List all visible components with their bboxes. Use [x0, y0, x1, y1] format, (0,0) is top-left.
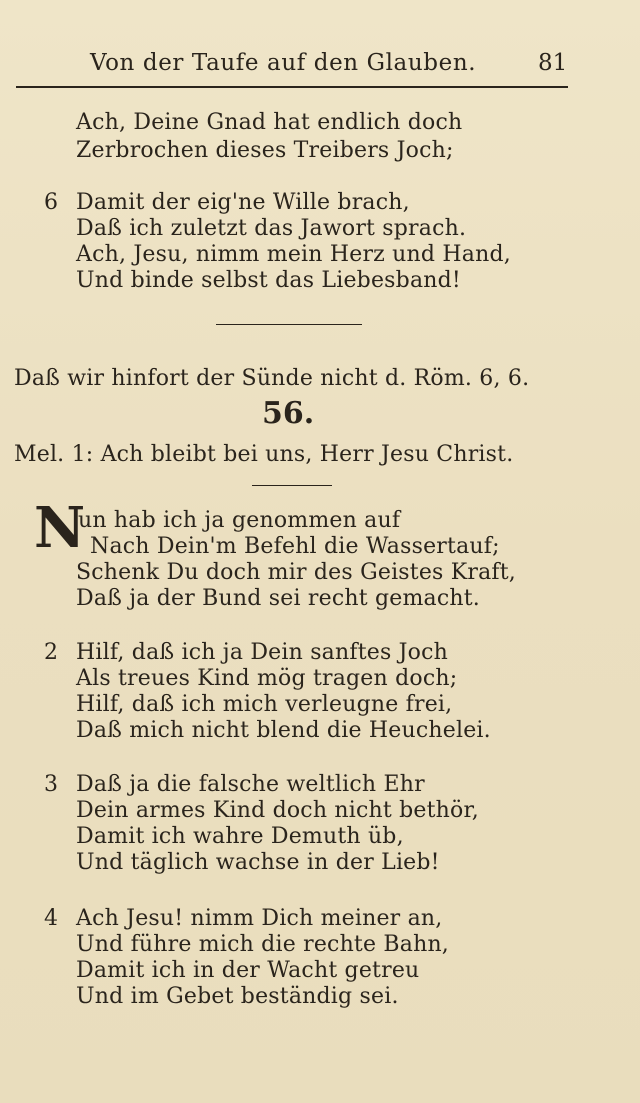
stanza-line: Daß mich nicht blend die Heuchelei.: [76, 718, 491, 743]
prev-stanza-line: Zerbrochen dieses Treibers Joch;: [76, 138, 454, 163]
running-header-title: Von der Taufe auf den Glauben.: [90, 50, 477, 76]
prev-stanza-line: Daß ich zuletzt das Jawort sprach.: [76, 216, 467, 241]
verse-number: 4: [44, 906, 58, 931]
drop-cap: N: [34, 495, 86, 561]
prev-stanza-line: Ach, Jesu, nimm mein Herz und Hand,: [76, 242, 511, 267]
stanza-line: Daß ja die falsche weltlich Ehr: [76, 772, 425, 797]
stanza-line: Damit ich wahre Demuth üb,: [76, 824, 404, 849]
stanza-line: Und täglich wachse in der Lieb!: [76, 850, 440, 875]
scripture-reference: Daß wir hinfort der Sünde nicht d. Röm. 6, 6.: [14, 366, 530, 391]
stanza-line: Hilf, daß ich ja Dein sanftes Joch: [76, 640, 449, 665]
stanza-line: Damit ich in der Wacht getreu: [76, 958, 420, 983]
melody-separator: [252, 485, 332, 486]
hymn-separator: [216, 324, 362, 325]
melody-line: Mel. 1: Ach bleibt bei uns, Herr Jesu Christ.: [14, 442, 514, 467]
stanza-line: Hilf, daß ich mich verleugne frei,: [76, 692, 453, 717]
verse-number: 3: [44, 772, 58, 797]
verse-number: 6: [44, 190, 58, 215]
prev-stanza-line: Damit der eig'ne Wille brach,: [76, 190, 410, 215]
verse-number: 2: [44, 640, 58, 665]
stanza-line: Dein armes Kind doch nicht bethör,: [76, 798, 479, 823]
stanza-line: Und im Gebet beständig sei.: [76, 984, 399, 1009]
stanza-line: un hab ich ja genommen auf: [78, 508, 401, 533]
page-number: 81: [538, 50, 568, 76]
header-rule: [16, 86, 568, 88]
stanza-line: Ach Jesu! nimm Dich meiner an,: [76, 906, 443, 931]
hymn-number: 56.: [262, 396, 315, 431]
stanza-line: Und führe mich die rechte Bahn,: [76, 932, 450, 957]
stanza-line: Als treues Kind mög tragen doch;: [76, 666, 458, 691]
prev-stanza-line: Ach, Deine Gnad hat endlich doch: [76, 110, 463, 135]
stanza-line: Nach Dein'm Befehl die Wassertauf;: [90, 534, 500, 559]
stanza-line: Daß ja der Bund sei recht gemacht.: [76, 586, 480, 611]
prev-stanza-line: Und binde selbst das Liebesband!: [76, 268, 461, 293]
stanza-line: Schenk Du doch mir des Geistes Kraft,: [76, 560, 516, 585]
